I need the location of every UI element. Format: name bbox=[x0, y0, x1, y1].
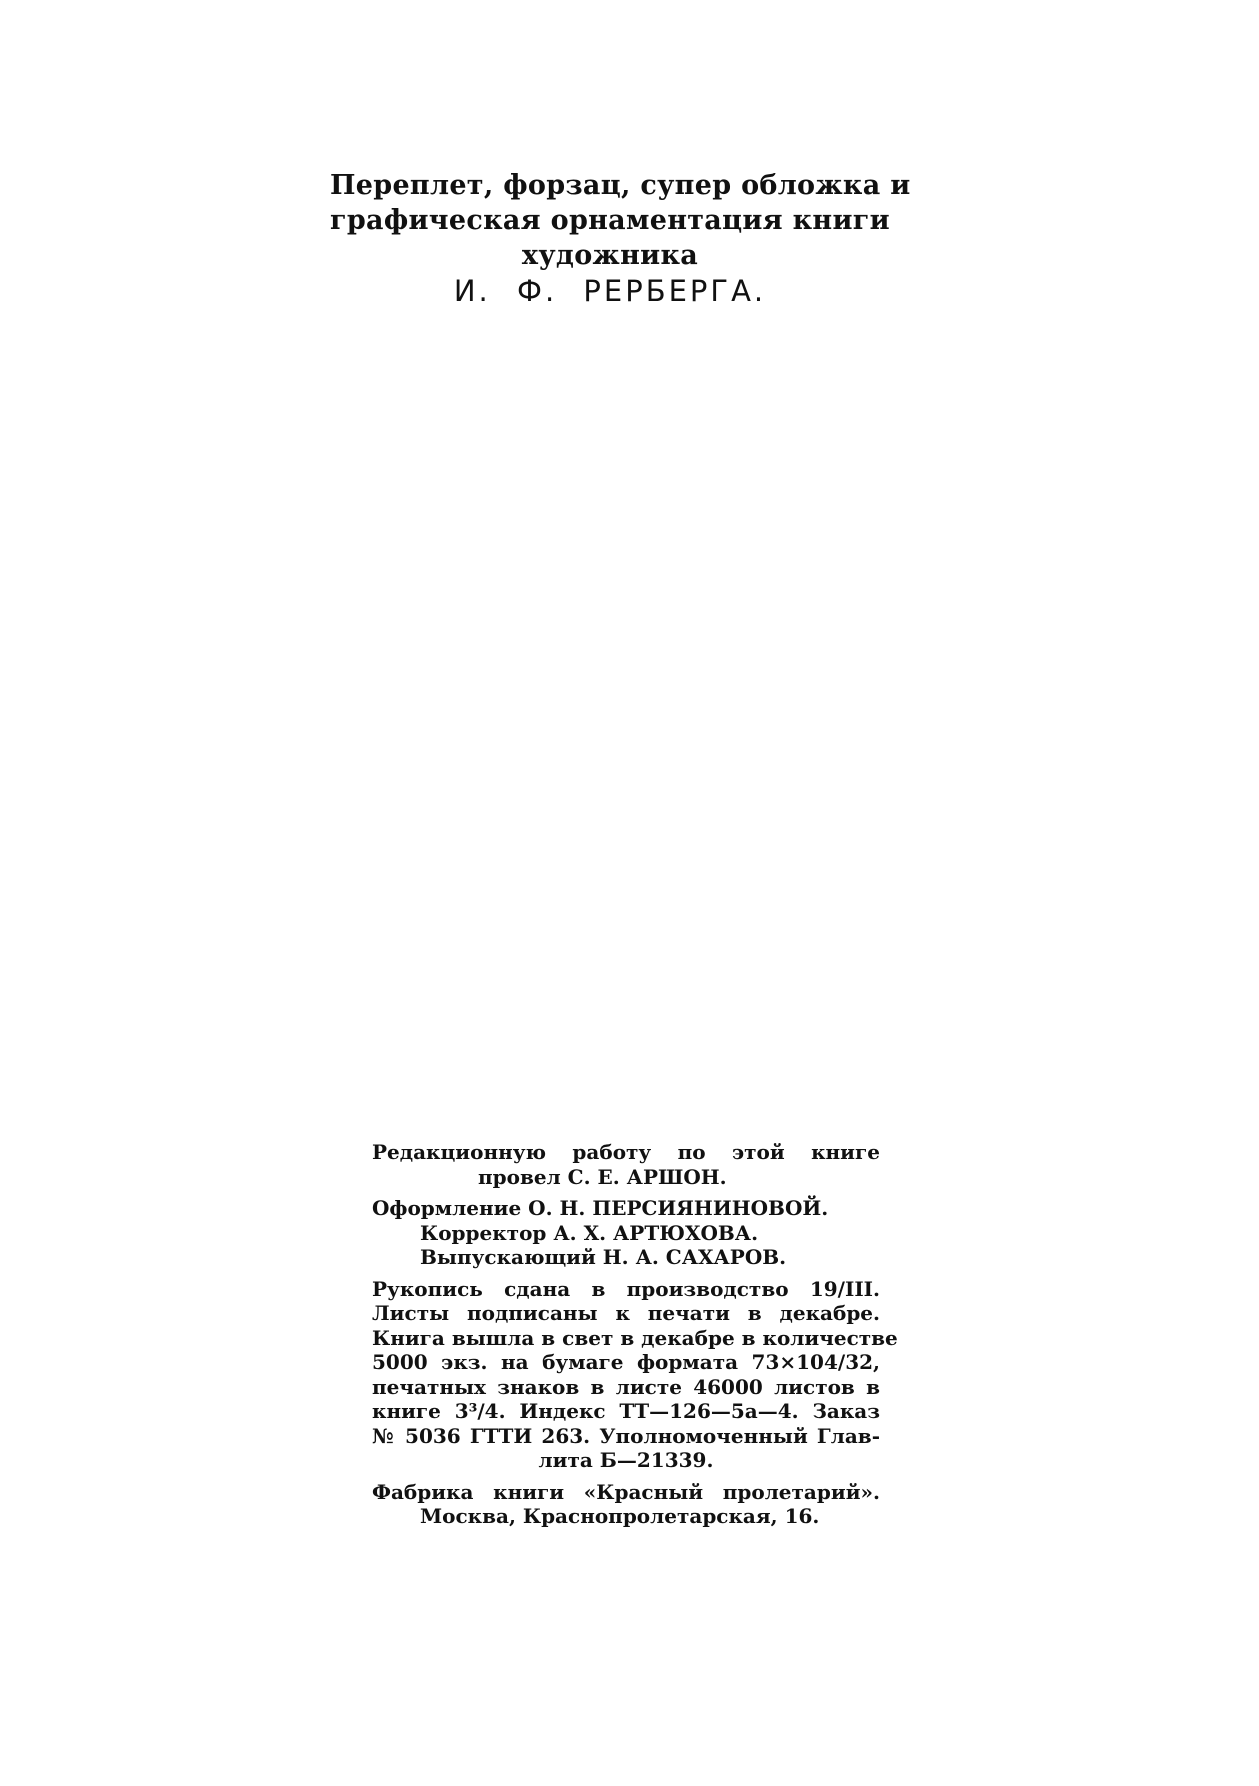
editor-paragraph bbox=[372, 1140, 880, 1189]
artist-name: И. Ф. РЕРБЕРГА. bbox=[453, 274, 767, 308]
production-line-5: печатных знаков в листе 46000 листов в bbox=[372, 1374, 880, 1399]
production-paragraph bbox=[372, 1276, 898, 1473]
production-line-1: Рукопись сдана в производство 19/III. bbox=[372, 1276, 880, 1301]
design-credit: Оформление О. Н. ПЕРСИЯНИНОВОЙ. bbox=[372, 1196, 829, 1220]
production-line-2: Листы подписаны к печати в декабре. bbox=[372, 1301, 880, 1325]
production-line-3: Книга вышла в свет в декабре в количестве bbox=[372, 1325, 898, 1350]
imprint-block bbox=[372, 1140, 898, 1536]
corrector-credit: Корректор А. Х. АРТЮХОВА. bbox=[420, 1220, 759, 1245]
credit-line-1: Переплет, форзац, супер обложка и bbox=[330, 170, 911, 201]
artist-credit-block bbox=[330, 168, 911, 309]
printer-paragraph bbox=[372, 1480, 880, 1529]
credit-line-3: художника bbox=[521, 240, 699, 271]
printer-line-1: Фабрика книги «Красный пролетарий». bbox=[372, 1479, 880, 1504]
editor-line-2: провел С. Е. АРШОН. bbox=[478, 1164, 727, 1189]
production-line-7: № 5036 ГТТИ 263. Уполномоченный Глав- bbox=[372, 1423, 880, 1448]
production-line-6: книге 3³/4. Индекс ТТ—126—5а—4. Заказ bbox=[372, 1399, 880, 1423]
production-line-4: 5000 экз. на бумаге формата 73×104/32, bbox=[372, 1350, 880, 1374]
credit-line-2: графическая орнаментация книги bbox=[330, 205, 890, 236]
production-line-8: лита Б—21339. bbox=[538, 1448, 714, 1472]
printer-line-2: Москва, Краснопролетарская, 16. bbox=[420, 1504, 820, 1528]
staff-paragraph bbox=[372, 1196, 880, 1270]
release-credit: Выпускающий Н. А. САХАРОВ. bbox=[420, 1245, 787, 1269]
editor-line-1: Редакционную работу по этой книге bbox=[372, 1140, 880, 1164]
